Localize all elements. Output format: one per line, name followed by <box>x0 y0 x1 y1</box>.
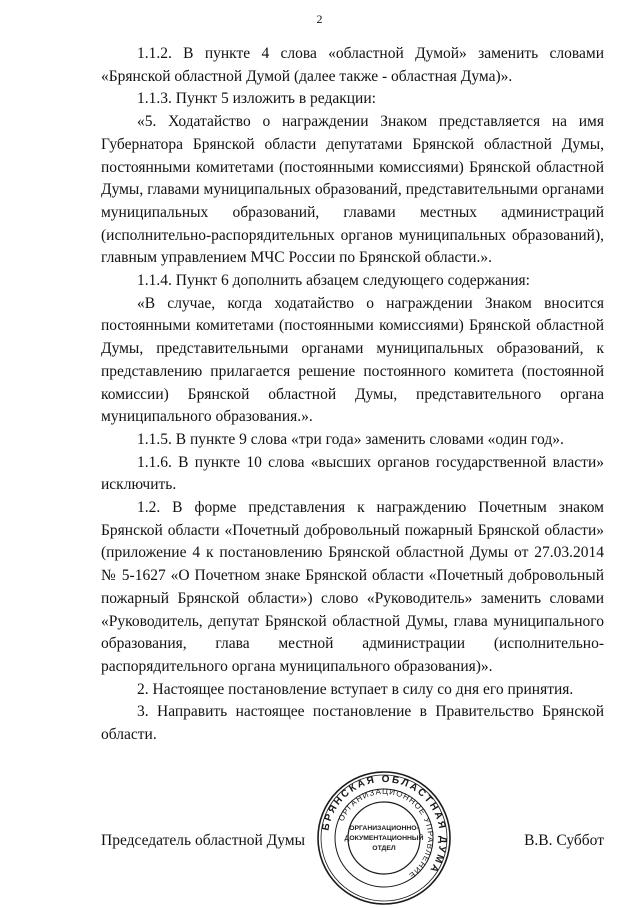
paragraph-item-6-addition: «В случае, когда ходатайство о награждении Знаком вносится постоянными комитетами (постоянными комиссиями) Брянской областной Думы, представительными органами муниципальных образований, к представлению прилагается решение постоянного комитета (постоянной комиссии) Брянской областной Думы, представительного органа муниципального образования.». <box>101 294 604 426</box>
seal-graphic <box>314 768 454 908</box>
paragraph-1-1-3: 1.1.3. Пункт 5 изложить в редакции: <box>137 90 376 108</box>
paragraph-1-1-4: 1.1.4. Пункт 6 дополнить абзацем следующего содержания: <box>137 272 530 290</box>
document-body <box>101 43 604 747</box>
signatory-name: В.В. Суббот <box>524 832 604 849</box>
seal-center-line-3: ОТДЕЛ <box>372 845 396 852</box>
paragraph-1-1-2: 1.1.2. В пункте 4 слова «областной Думой» заменить словами «Брянской областной Думой (далее также - областная Дума)». <box>101 45 604 85</box>
official-seal-stamp <box>314 768 454 908</box>
seal-inner-text: ОРГАНИЗАЦИОННОЕ УПРАВЛЕНИЕ <box>336 786 436 881</box>
paragraph-1-2: 1.2. В форме представления к награждению Почетным знаком Брянской области «Почетный добровольный пожарный Брянской области» (приложение 4 к постановлению Брянской областной Думы от 27.03.2014 № 5-1627 «О Почетном знаке Брянской области «Почетный добровольный пожарный Брянской области») слово «Руководитель» заменить словами «Руководитель, депутат Брянской областной Думы, глава муниципального образования, глава местной администрации (исполнительно-распорядительного органа муниципального образования)». <box>101 499 604 675</box>
paragraph-1-1-5: 1.1.5. В пункте 9 слова «три года» заменить словами «один год». <box>137 430 564 448</box>
seal-center-line-1: ОРГАНИЗАЦИОННО- <box>349 825 419 832</box>
seal-outer-text: БРЯНСКАЯ ОБЛАСТНАЯ ДУМА <box>320 773 449 876</box>
paragraph-2: 2. Настоящее постановление вступает в силу со дня его принятия. <box>137 680 574 698</box>
paragraph-1-1-6: 1.1.6. В пункте 10 слова «высших органов государственной власти» исключить. <box>101 453 604 494</box>
paragraph-item-5-text: «5. Ходатайство о награждении Знаком представляется на имя Губернатора Брянской области депутатами Брянской областной Думы, постоянными комитетами (постоянными комиссиями) Брянской областной Думы, главами муниципальных образований, представительными органами муниципальных образований, главами местных администраций (исполнительно-распорядительных органов муниципальных образований), главным управлением МЧС России по Брянской области.». <box>101 113 604 267</box>
seal-center-line-2: ДОКУМЕНТАЦИОННЫЙ <box>344 835 424 842</box>
page-number: 2 <box>316 12 323 26</box>
signatory-position: Председатель областной Думы <box>101 832 306 849</box>
paragraph-3: 3. Направить настоящее постановление в Правительство Брянской области. <box>101 703 604 744</box>
